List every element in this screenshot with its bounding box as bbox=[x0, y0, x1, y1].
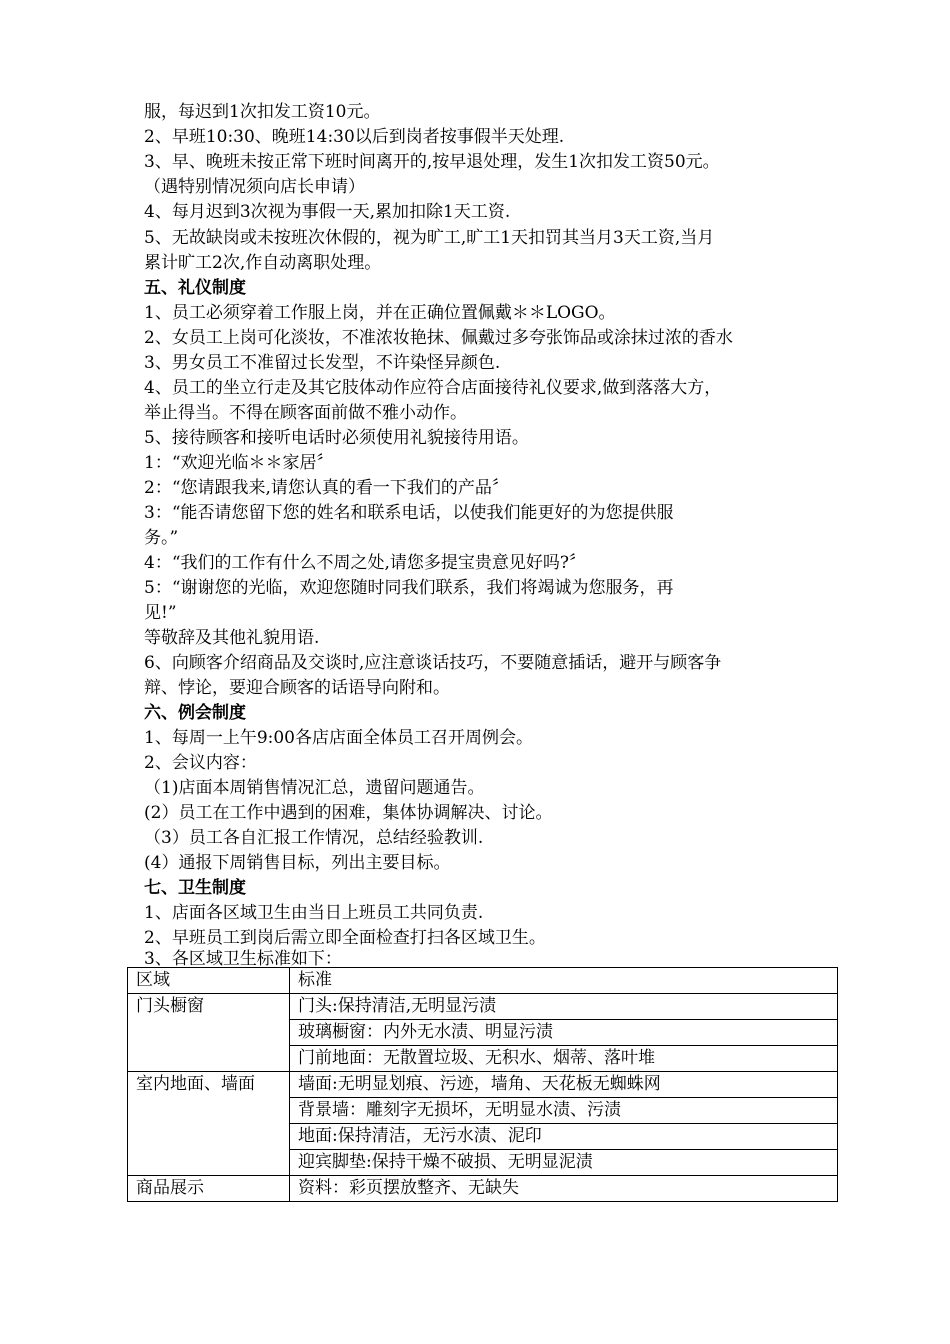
table-cell-standard: 墙面:无明显划痕、污迹，墙角、天花板无蜘蛛网 bbox=[290, 1072, 838, 1098]
table-row bbox=[128, 1176, 838, 1202]
text-line: 2、女员工上岗可化淡妆，不准浓妆艳抹、佩戴过多夸张饰品或涂抹过浓的香水 bbox=[144, 328, 733, 348]
text-line: 5、接待顾客和接听电话时必须使用礼貌接待用语。 bbox=[144, 428, 529, 448]
text-line: 1、员工必须穿着工作服上岗，并在正确位置佩戴＊＊LOGO。 bbox=[144, 303, 616, 323]
text-line: 5：“谢谢您的光临，欢迎您随时同我们联系，我们将竭诚为您服务，再 bbox=[144, 578, 674, 598]
section-heading-etiquette: 五、礼仪制度 bbox=[144, 278, 246, 298]
table-cell-area: 商品展示 bbox=[128, 1176, 290, 1202]
text-line: 1、每周一上午9:00各店店面全体员工召开周例会。 bbox=[144, 728, 533, 748]
text-line: （1)店面本周销售情况汇总，遗留问题通告。 bbox=[144, 778, 485, 798]
text-line: (2）员工在工作中遇到的困难，集体协调解决、讨论。 bbox=[144, 803, 553, 823]
text-line: 2、会议内容： bbox=[144, 753, 257, 773]
table-row bbox=[128, 994, 838, 1020]
text-line: 5、无故缺岗或未按班次休假的，视为旷工,旷工1天扣罚其当月3天工资,当月 bbox=[144, 228, 715, 248]
text-line: 辩、悖论，要迎合顾客的话语导向附和。 bbox=[144, 678, 450, 698]
text-line: 1：“欢迎光临＊＊家居〞 bbox=[144, 453, 334, 473]
table-cell-standard: 门头:保持清洁,无明显污渍 bbox=[290, 994, 838, 1020]
text-line: 等敬辞及其他礼貌用语. bbox=[144, 628, 320, 648]
text-line: 务。” bbox=[144, 528, 179, 548]
text-line: 累计旷工2次,作自动离职处理。 bbox=[144, 253, 382, 273]
text-line: (4）通报下周销售目标，列出主要目标。 bbox=[144, 853, 451, 873]
text-line: （遇特别情况须向店长申请） bbox=[144, 177, 365, 197]
table-cell-standard: 迎宾脚垫:保持干燥不破损、无明显泥渍 bbox=[290, 1150, 838, 1176]
table-cell-standard: 地面:保持清洁，无污水渍、泥印 bbox=[290, 1124, 838, 1150]
text-line: 见!” bbox=[144, 603, 177, 623]
section-heading-hygiene: 七、卫生制度 bbox=[144, 878, 246, 898]
section-heading-meeting: 六、例会制度 bbox=[144, 703, 246, 723]
text-line: 举止得当。不得在顾客面前做不雅小动作。 bbox=[144, 403, 467, 423]
text-line: 4、员工的坐立行走及其它肢体动作应符合店面接待礼仪要求,做到落落大方， bbox=[144, 378, 722, 398]
text-line: 3：“能否请您留下您的姓名和联系电话，以使我们能更好的为您提供服 bbox=[144, 503, 674, 523]
table-cell-standard: 门前地面：无散置垃圾、无积水、烟蒂、落叶堆 bbox=[290, 1046, 838, 1072]
table-header-area: 区域 bbox=[128, 968, 290, 994]
text-line: 3、早、晚班未按正常下班时间离开的,按早退处理，发生1次扣发工资50元。 bbox=[144, 152, 720, 172]
table-cell-area: 门头橱窗 bbox=[128, 994, 290, 1072]
hygiene-standards-table bbox=[127, 967, 838, 1202]
table-cell-area: 室内地面、墙面 bbox=[128, 1072, 290, 1176]
text-line: 2、早班员工到岗后需立即全面检查打扫各区域卫生。 bbox=[144, 928, 546, 948]
table-header-row bbox=[128, 968, 838, 994]
text-line: 4：“我们的工作有什么不周之处,请您多提宝贵意见好吗?〞 bbox=[144, 553, 587, 573]
text-line: 2、早班10:30、晚班14:30以后到岗者按事假半天处理. bbox=[144, 127, 565, 147]
text-line: 6、向顾客介绍商品及交谈时,应注意谈话技巧，不要随意插话，避开与顾客争 bbox=[144, 653, 722, 673]
table-row bbox=[128, 1072, 838, 1098]
text-line: 3、各区域卫生标准如下： bbox=[144, 949, 342, 969]
table-cell-standard: 资料：彩页摆放整齐、无缺失 bbox=[290, 1176, 838, 1202]
table-cell-standard: 背景墙：雕刻字无损坏，无明显水渍、污渍 bbox=[290, 1098, 838, 1124]
text-line: 2：“您请跟我来,请您认真的看一下我们的产品〞 bbox=[144, 478, 509, 498]
table-header-standard: 标准 bbox=[290, 968, 838, 994]
text-line: 3、男女员工不准留过长发型，不许染怪异颜色. bbox=[144, 353, 501, 373]
text-line: 服，每迟到1次扣发工资10元。 bbox=[144, 102, 381, 122]
text-line: 4、每月迟到3次视为事假一天,累加扣除1天工资. bbox=[144, 202, 511, 222]
table-cell-standard: 玻璃橱窗：内外无水渍、明显污渍 bbox=[290, 1020, 838, 1046]
text-line: 1、店面各区域卫生由当日上班员工共同负责. bbox=[144, 903, 484, 923]
text-line: （3）员工各自汇报工作情况，总结经验教训. bbox=[144, 828, 484, 848]
